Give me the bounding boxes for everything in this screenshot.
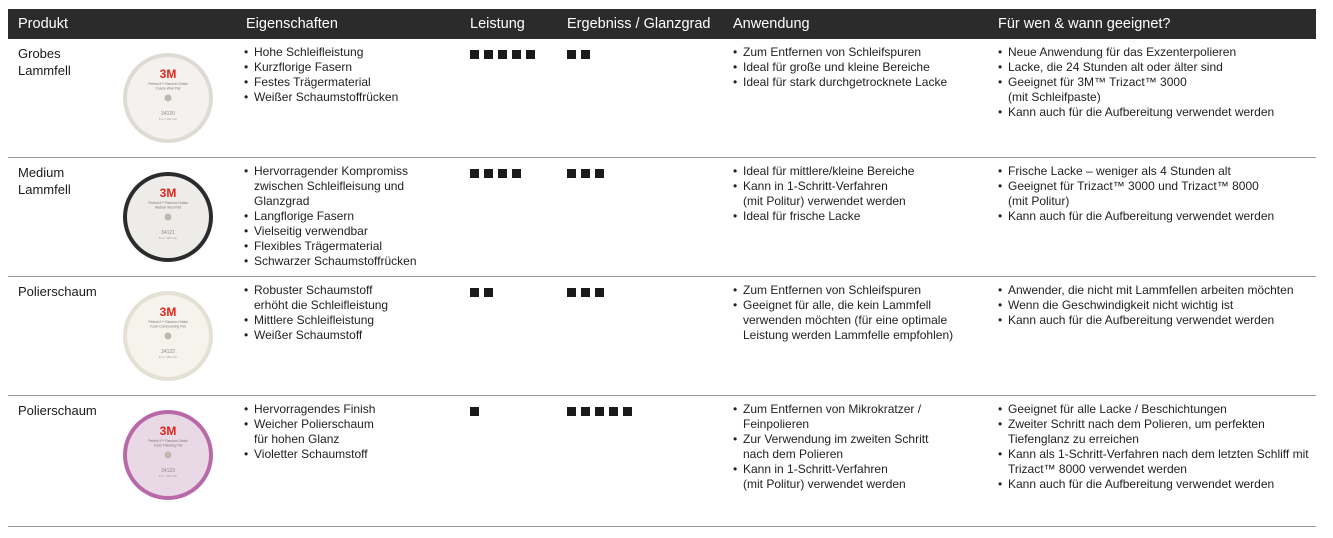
anwendung-cell (733, 283, 973, 343)
brand-logo: 3M (159, 424, 177, 438)
product-name: Grobes Lammfell (18, 46, 71, 78)
rating-square (484, 169, 493, 178)
ergebnis-rating (567, 169, 609, 181)
rating-square (567, 407, 576, 416)
pad-line2: Medium Wool Pad (155, 205, 181, 210)
header-leistung: Leistung (470, 16, 525, 32)
ergebnis-rating (567, 288, 609, 300)
rating-square (498, 50, 507, 59)
anwendung-cell-list (733, 402, 973, 492)
rating-square (581, 288, 590, 297)
pad-svg (121, 170, 215, 264)
pad-svg (121, 289, 215, 383)
list-item: • Mittlere Schleifleistung (244, 313, 449, 328)
product-pad-image (121, 289, 215, 383)
list-item: • Kann auch für die Aufbereitung verwendet werden (998, 313, 1318, 328)
list-item: • Kann auch für die Aufbereitung verwendet werden (998, 209, 1318, 224)
rating-square (581, 407, 590, 416)
anwendung-cell (733, 402, 973, 492)
properties-cell (244, 283, 449, 343)
fuer-wen-cell (998, 45, 1318, 120)
list-item: • Kann in 1-Schritt-Verfahren (mit Politur) verwendet werden (733, 179, 973, 209)
brand-logo: 3M (159, 186, 177, 200)
fuer-wen-cell-list (998, 402, 1318, 492)
rating-square (484, 288, 493, 297)
list-item: • Violetter Schaumstoff (244, 447, 449, 462)
rating-square (595, 169, 604, 178)
table-header (8, 9, 1316, 39)
list-item: • Wenn die Geschwindigkeit nicht wichtig ist (998, 298, 1318, 313)
table-row (8, 158, 1316, 277)
fuer-wen-cell-list (998, 45, 1318, 120)
ergebnis-rating (567, 50, 595, 62)
list-item: • Frische Lacke – weniger als 4 Stunden alt (998, 164, 1318, 179)
list-item: • Geeignet für 3M™ Trizact™ 3000 (mit Schleifpaste) (998, 75, 1318, 105)
pad-size: 5 in / 130 mm (158, 236, 178, 240)
rating-square (470, 407, 479, 416)
list-item: • Hervorragender Kompromiss zwischen Schleifleisung und Glanzgrad (244, 164, 449, 209)
header-anwendung: Anwendung (733, 16, 810, 32)
header-eigenschaften: Eigenschaften (246, 16, 338, 32)
pad-size: 5 in / 130 mm (158, 117, 178, 121)
list-item: • Ideal für stark durchgetrocknete Lacke (733, 75, 973, 90)
list-item: • Geeignet für alle, die kein Lammfell verwenden möchten (für eine optimale Leistung werden Lammfelle empfohlen) (733, 298, 973, 343)
pad-center-hole (165, 95, 172, 102)
list-item: • Weicher Polierschaum für hohen Glanz (244, 417, 449, 447)
list-item: • Kann auch für die Aufbereitung verwendet werden (998, 477, 1318, 492)
leistung-rating (470, 50, 540, 62)
rating-square (609, 407, 618, 416)
rating-square (470, 169, 479, 178)
rating-square (581, 50, 590, 59)
anwendung-cell (733, 45, 973, 90)
pad-svg (121, 51, 215, 145)
list-item: • Zum Entfernen von Schleifspuren (733, 45, 973, 60)
properties-cell (244, 402, 449, 462)
pad-svg (121, 408, 215, 502)
header-produkt: Produkt (18, 16, 68, 32)
pad-line1: Perfect-It™ Random Orbital (148, 201, 188, 205)
list-item: • Hervorragendes Finish (244, 402, 449, 417)
rating-square (567, 50, 576, 59)
rating-square (512, 50, 521, 59)
list-item: • Zum Entfernen von Schleifspuren (733, 283, 973, 298)
product-name: Medium Lammfell (18, 165, 71, 197)
anwendung-cell-list (733, 164, 973, 224)
list-item: • Schwarzer Schaumstoffrücken (244, 254, 449, 269)
list-item: • Zweiter Schritt nach dem Polieren, um perfekten Tiefenglanz zu erreichen (998, 417, 1318, 447)
list-item: • Langflorige Fasern (244, 209, 449, 224)
pad-size: 5 in / 130 mm (158, 474, 178, 478)
list-item: • Robuster Schaumstoff erhöht die Schleifleistung (244, 283, 449, 313)
header-ergebnis: Ergebniss / Glanzgrad (567, 16, 711, 32)
table-body (8, 39, 1316, 527)
list-item: • Geeignet für Trizact™ 3000 und Trizact™ 8000 (mit Politur) (998, 179, 1318, 209)
pad-line1: Perfect-It™ Random Orbital (148, 320, 188, 324)
properties-cell (244, 164, 449, 269)
list-item: • Lacke, die 24 Stunden alt oder älter sind (998, 60, 1318, 75)
product-name: Polierschaum (18, 403, 97, 418)
header-fuer-wen: Für wen & wann geeignet? (998, 16, 1171, 32)
list-item: • Weißer Schaumstoffrücken (244, 90, 449, 105)
list-item: • Geeignet für alle Lacke / Beschichtungen (998, 402, 1318, 417)
rating-square (470, 288, 479, 297)
product-comparison-table (8, 9, 1316, 527)
properties-cell-list (244, 402, 449, 462)
rating-square (595, 288, 604, 297)
list-item: • Ideal für große und kleine Bereiche (733, 60, 973, 75)
rating-square (595, 407, 604, 416)
pad-size: 6 in / 150 mm (158, 355, 178, 359)
pad-number: 34123 (161, 468, 175, 474)
pad-number: 34120 (161, 111, 175, 117)
list-item: • Ideal für frische Lacke (733, 209, 973, 224)
properties-cell (244, 45, 449, 105)
list-item: • Zum Entfernen von Mikrokratzer / Feinpolieren (733, 402, 973, 432)
pad-center-hole (165, 214, 172, 221)
product-pad-image (121, 170, 215, 264)
rating-square (623, 407, 632, 416)
pad-number: 34121 (161, 230, 175, 236)
fuer-wen-cell (998, 402, 1318, 492)
pad-number: 34122 (161, 349, 175, 355)
pad-center-hole (165, 333, 172, 340)
pad-center-hole (165, 452, 172, 459)
leistung-rating (470, 169, 526, 181)
list-item: • Kann auch für die Aufbereitung verwendet werden (998, 105, 1318, 120)
list-item: • Weißer Schaumstoff (244, 328, 449, 343)
rating-square (470, 50, 479, 59)
fuer-wen-cell (998, 283, 1318, 328)
anwendung-cell-list (733, 283, 973, 343)
list-item: • Zur Verwendung im zweiten Schritt nach dem Polieren (733, 432, 973, 462)
pad-line2: Foam Polishing Pad (153, 443, 183, 448)
brand-logo: 3M (159, 305, 177, 319)
leistung-rating (470, 288, 498, 300)
pad-line2: Foam Compounding Pad (150, 324, 186, 329)
pad-line2: Coarse Wool Pad (155, 86, 181, 91)
list-item: • Hohe Schleifleistung (244, 45, 449, 60)
list-item: • Ideal für mittlere/kleine Bereiche (733, 164, 973, 179)
list-item: • Neue Anwendung für das Exzenterpolieren (998, 45, 1318, 60)
fuer-wen-cell (998, 164, 1318, 224)
rating-square (498, 169, 507, 178)
anwendung-cell-list (733, 45, 973, 90)
rating-square (567, 288, 576, 297)
ergebnis-rating (567, 407, 637, 419)
list-item: • Kurzflorige Fasern (244, 60, 449, 75)
leistung-rating (470, 407, 484, 419)
properties-cell-list (244, 45, 449, 105)
list-item: • Festes Trägermaterial (244, 75, 449, 90)
pad-line1: Perfect-It™ Random Orbital (148, 439, 188, 443)
rating-square (484, 50, 493, 59)
table-row (8, 396, 1316, 527)
list-item: • Kann in 1-Schritt-Verfahren (mit Politur) verwendet werden (733, 462, 973, 492)
rating-square (526, 50, 535, 59)
product-pad-image (121, 51, 215, 145)
fuer-wen-cell-list (998, 164, 1318, 224)
table-row (8, 39, 1316, 158)
fuer-wen-cell-list (998, 283, 1318, 328)
list-item: • Anwender, die nicht mit Lammfellen arbeiten möchten (998, 283, 1318, 298)
list-item: • Flexibles Trägermaterial (244, 239, 449, 254)
pad-line1: Perfect-It™ Random Orbital (148, 82, 188, 86)
rating-square (581, 169, 590, 178)
brand-logo: 3M (159, 67, 177, 81)
anwendung-cell (733, 164, 973, 224)
rating-square (512, 169, 521, 178)
product-pad-image (121, 408, 215, 502)
properties-cell-list (244, 164, 449, 269)
list-item: • Kann als 1-Schritt-Verfahren nach dem letzten Schliff mit Trizact™ 8000 verwendet werden (998, 447, 1318, 477)
list-item: • Vielseitig verwendbar (244, 224, 449, 239)
table-row (8, 277, 1316, 396)
product-name: Polierschaum (18, 284, 97, 299)
properties-cell-list (244, 283, 449, 343)
rating-square (567, 169, 576, 178)
